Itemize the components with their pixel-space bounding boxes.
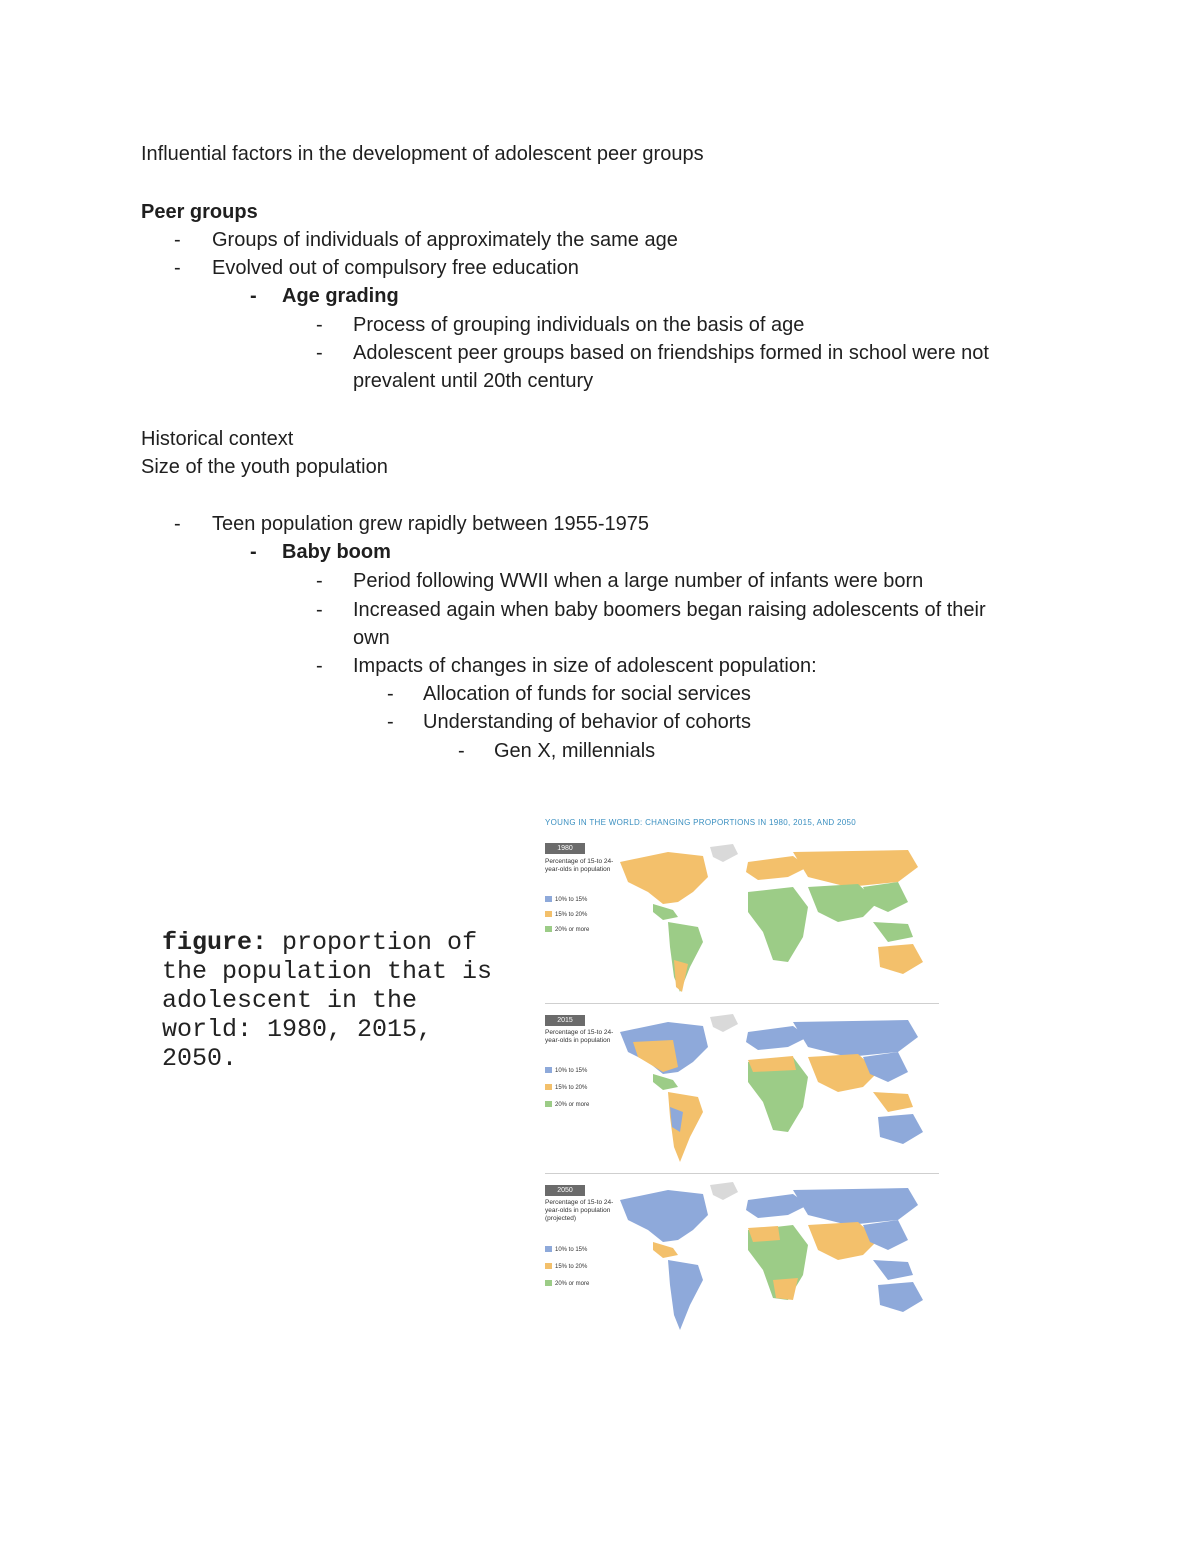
section-heading-peer-groups: Peer groups bbox=[141, 201, 258, 223]
list-item: Teen population grew rapidly between 1955-1975 bbox=[212, 513, 649, 535]
legend-label: 15% to 20% bbox=[555, 1264, 588, 1270]
legend-swatch bbox=[545, 1263, 552, 1269]
legend-swatch bbox=[545, 896, 552, 902]
legend-swatch bbox=[545, 911, 552, 917]
subheading-age-grading: Age grading bbox=[282, 285, 399, 307]
list-item: Evolved out of compulsory free education bbox=[212, 257, 579, 279]
bullet-dash: - bbox=[316, 599, 323, 621]
bullet-dash: - bbox=[316, 342, 323, 364]
legend-swatch bbox=[545, 1101, 552, 1107]
legend-swatch bbox=[545, 1084, 552, 1090]
legend-title: Percentage of 15-to 24-year-olds in population (projected) bbox=[545, 1199, 614, 1222]
legend-label: 20% or more bbox=[555, 1281, 590, 1287]
legend-item-mid bbox=[545, 1084, 587, 1092]
bullet-dash: - bbox=[387, 683, 394, 705]
legend-label: 20% or more bbox=[555, 927, 590, 933]
legend-label: 20% or more bbox=[555, 1102, 590, 1108]
bullet-dash: - bbox=[458, 740, 465, 762]
legend-item-high bbox=[545, 926, 589, 934]
bullet-dash: - bbox=[316, 314, 323, 336]
figure-caption bbox=[162, 928, 502, 1073]
list-item: Gen X, millennials bbox=[494, 740, 656, 762]
list-item: Adolescent peer groups based on friendships formed in school were not bbox=[353, 342, 989, 364]
map-landmasses bbox=[620, 844, 923, 992]
bullet-dash: - bbox=[250, 285, 257, 307]
world-map-2050 bbox=[608, 1180, 938, 1335]
legend-item-low bbox=[545, 896, 587, 904]
subheading-baby-boom: Baby boom bbox=[282, 541, 391, 563]
world-map-1980 bbox=[608, 842, 938, 997]
panel-year-label: 2015 bbox=[545, 1015, 585, 1026]
list-item: Understanding of behavior of cohorts bbox=[423, 711, 751, 733]
list-item-continuation: prevalent until 20th century bbox=[353, 370, 594, 392]
figure-title: YOUNG IN THE WORLD: CHANGING PROPORTIONS IN 1980, 2015, AND 2050 bbox=[545, 818, 856, 827]
panel-divider bbox=[545, 1173, 939, 1174]
legend-item-high bbox=[545, 1101, 589, 1109]
legend-label: 10% to 15% bbox=[555, 1247, 588, 1253]
bullet-dash: - bbox=[174, 257, 181, 279]
legend-item-low bbox=[545, 1246, 587, 1254]
legend-label: 15% to 20% bbox=[555, 1085, 588, 1091]
list-item: Allocation of funds for social services bbox=[423, 683, 751, 705]
legend-title: Percentage of 15-to 24-year-olds in population bbox=[545, 1029, 614, 1044]
bullet-dash: - bbox=[174, 229, 181, 251]
list-item: Period following WWII when a large number of infants were born bbox=[353, 570, 924, 592]
document-title: Influential factors in the development of adolescent peer groups bbox=[141, 143, 704, 165]
legend-swatch bbox=[545, 926, 552, 932]
legend-item-high bbox=[545, 1280, 589, 1288]
map-landmasses bbox=[620, 1182, 923, 1330]
section-heading-historical-context: Historical context bbox=[141, 428, 294, 450]
section-heading-youth-population: Size of the youth population bbox=[141, 456, 388, 478]
bullet-dash: - bbox=[387, 711, 394, 733]
legend-title: Percentage of 15-to 24-year-olds in population bbox=[545, 858, 614, 873]
legend-item-low bbox=[545, 1067, 587, 1075]
list-item-continuation: own bbox=[353, 627, 390, 649]
list-item: Increased again when baby boomers began raising adolescents of their bbox=[353, 599, 986, 621]
list-item: Process of grouping individuals on the basis of age bbox=[353, 314, 805, 336]
legend-item-mid bbox=[545, 911, 587, 919]
legend-label: 10% to 15% bbox=[555, 1068, 588, 1074]
legend-item-mid bbox=[545, 1263, 587, 1271]
legend-swatch bbox=[545, 1280, 552, 1286]
list-item: Groups of individuals of approximately the same age bbox=[212, 229, 678, 251]
legend-label: 15% to 20% bbox=[555, 912, 588, 918]
bullet-dash: - bbox=[316, 570, 323, 592]
legend-swatch bbox=[545, 1246, 552, 1252]
panel-year-label: 2050 bbox=[545, 1185, 585, 1196]
world-map-2015 bbox=[608, 1012, 938, 1167]
caption-text: proportion of the population that is adolescent in the world: 1980, 2015, 2050. bbox=[162, 928, 493, 1073]
bullet-dash: - bbox=[316, 655, 323, 677]
bullet-dash: - bbox=[174, 513, 181, 535]
panel-year-label: 1980 bbox=[545, 843, 585, 854]
caption-label: figure: bbox=[162, 928, 268, 957]
bullet-dash: - bbox=[250, 541, 257, 563]
list-item: Impacts of changes in size of adolescent population: bbox=[353, 655, 817, 677]
map-landmasses bbox=[620, 1014, 923, 1162]
legend-label: 10% to 15% bbox=[555, 897, 588, 903]
legend-swatch bbox=[545, 1067, 552, 1073]
panel-divider bbox=[545, 1003, 939, 1004]
